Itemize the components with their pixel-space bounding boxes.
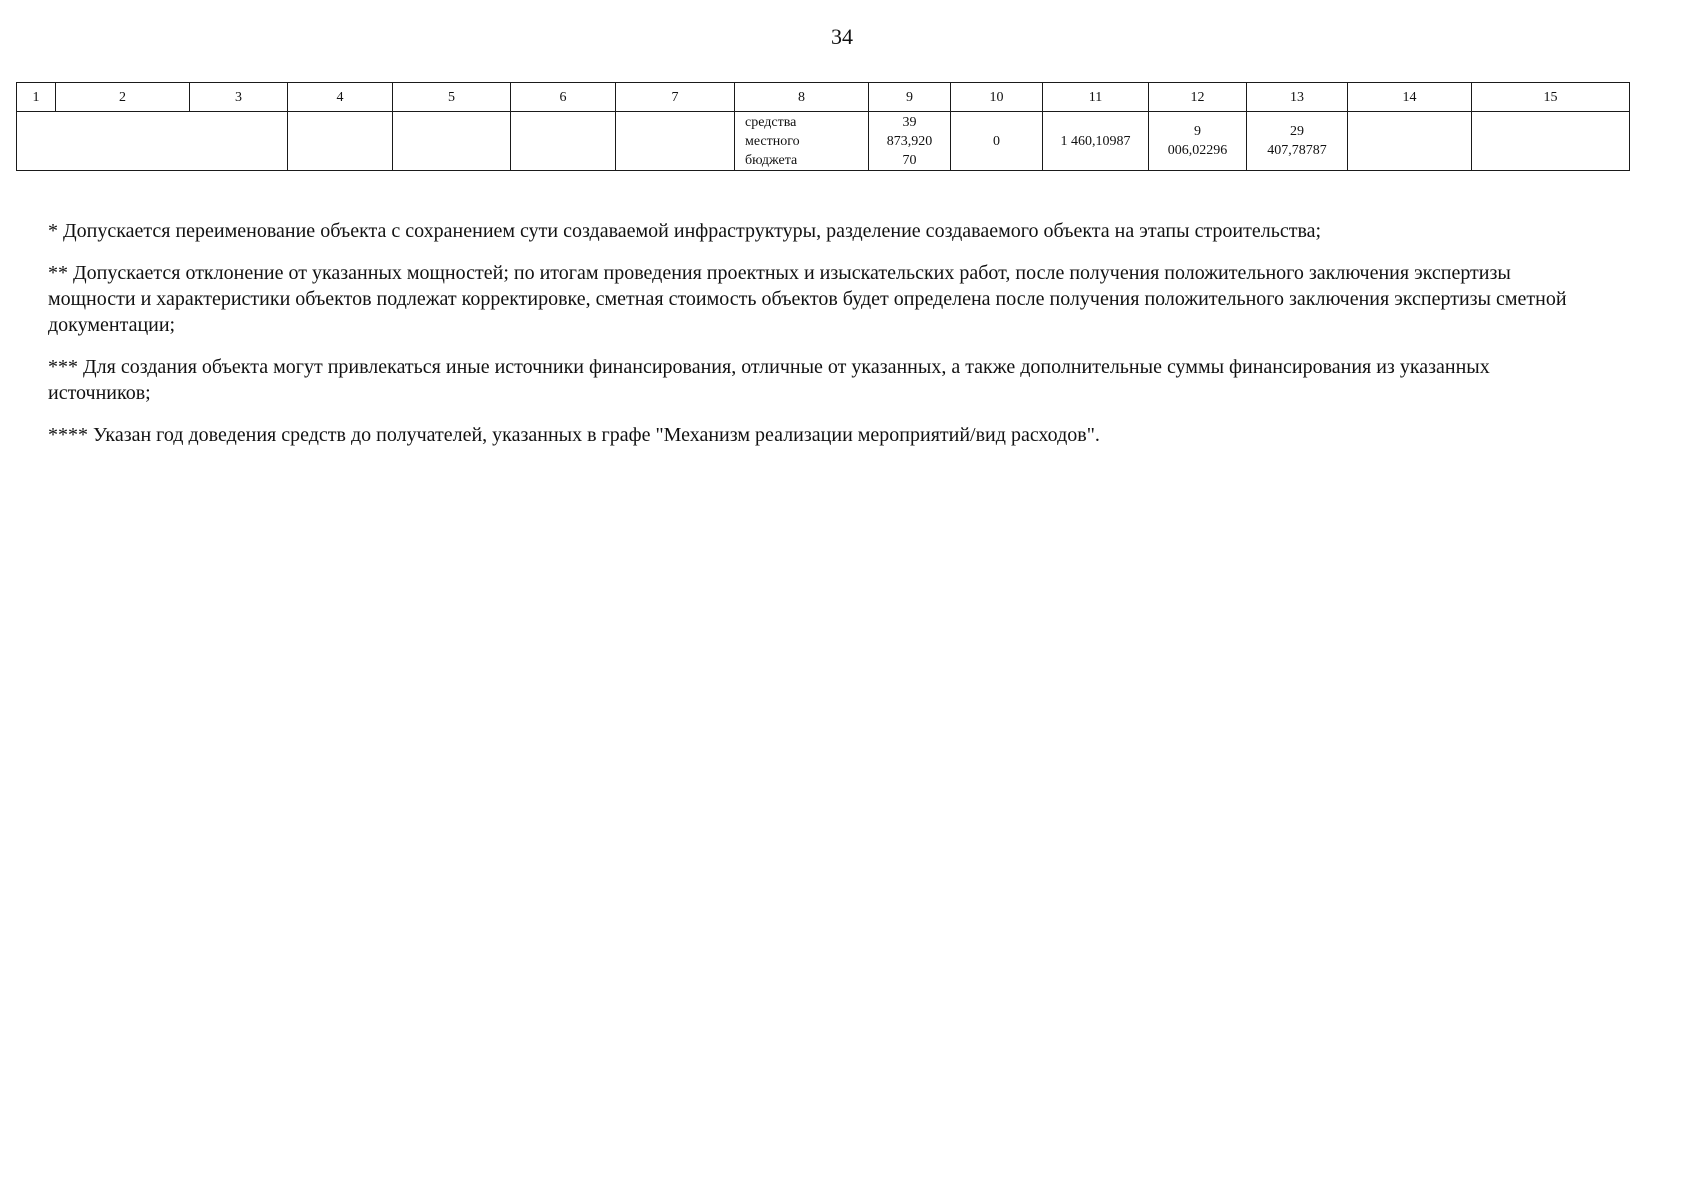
column-number: 8: [735, 83, 869, 112]
table-header-row: [17, 83, 1630, 112]
footnote-1: * Допускается переименование объекта с сохранением сути создаваемой инфраструктуры, разделение создаваемого объекта на этапы строительства;: [48, 220, 1322, 242]
funding-source-line: местного: [745, 133, 800, 149]
funding-source-cell: [735, 112, 869, 171]
page-number: 34: [831, 24, 853, 49]
column-number: 12: [1149, 83, 1247, 112]
column-number: 4: [288, 83, 393, 112]
amount-cell-10: 0: [951, 112, 1043, 171]
amount-line: 407,78787: [1267, 143, 1327, 158]
amount-line: 29: [1290, 124, 1304, 139]
financing-table: [16, 82, 1630, 171]
column-number: 2: [56, 83, 190, 112]
column-number: 1: [17, 83, 56, 112]
column-number: 15: [1472, 83, 1630, 112]
column-number: 3: [190, 83, 288, 112]
amount-line: 70: [902, 152, 917, 168]
footnote-2: ** Допускается отклонение от указанных мощностей; по итогам проведения проектных и изыскательских работ, после получения положительного заключения экспертизы мощности и характеристики объектов подлежат корректировке, сметная стоимость объектов будет определена после получения положительного заключения экспертизы сметной документации;: [48, 262, 1567, 336]
amount-line: 873,920: [886, 133, 933, 149]
footnotes: [48, 218, 1588, 464]
total-amount-cell: [869, 112, 951, 171]
column-number: 7: [616, 83, 735, 112]
funding-source-line: бюджета: [745, 152, 798, 168]
table-cell-4: [288, 112, 393, 171]
column-number: 6: [511, 83, 616, 112]
amount-line: 9: [1194, 124, 1201, 139]
funding-source-line: средства: [745, 114, 797, 130]
amount-line: 006,02296: [1167, 143, 1228, 158]
table-cell-14: [1348, 112, 1472, 171]
footnote-3: *** Для создания объекта могут привлекаться иные источники финансирования, отличные от указанных, а также дополнительные суммы финансирования из указанных источников;: [48, 356, 1490, 404]
amount-cell-13: [1247, 112, 1348, 171]
footnote-4: **** Указан год доведения средств до получателей, указанных в графе "Механизм реализации мероприятий/вид расходов".: [48, 424, 1100, 446]
column-number: 9: [869, 83, 951, 112]
amount-line: 39: [902, 114, 917, 130]
column-number: 13: [1247, 83, 1348, 112]
table-cell-15: [1472, 112, 1630, 171]
column-number: 10: [951, 83, 1043, 112]
amount-cell-12: [1149, 112, 1247, 171]
table-cell-7: [616, 112, 735, 171]
table-cell-6: [511, 112, 616, 171]
column-number: 11: [1043, 83, 1149, 112]
column-number: 5: [393, 83, 511, 112]
column-number: 14: [1348, 83, 1472, 112]
table-cell-5: [393, 112, 511, 171]
amount-cell-11: 1 460,10987: [1043, 112, 1149, 171]
table-cell-merged-1-3: [17, 112, 288, 171]
table-row: [17, 112, 1630, 171]
